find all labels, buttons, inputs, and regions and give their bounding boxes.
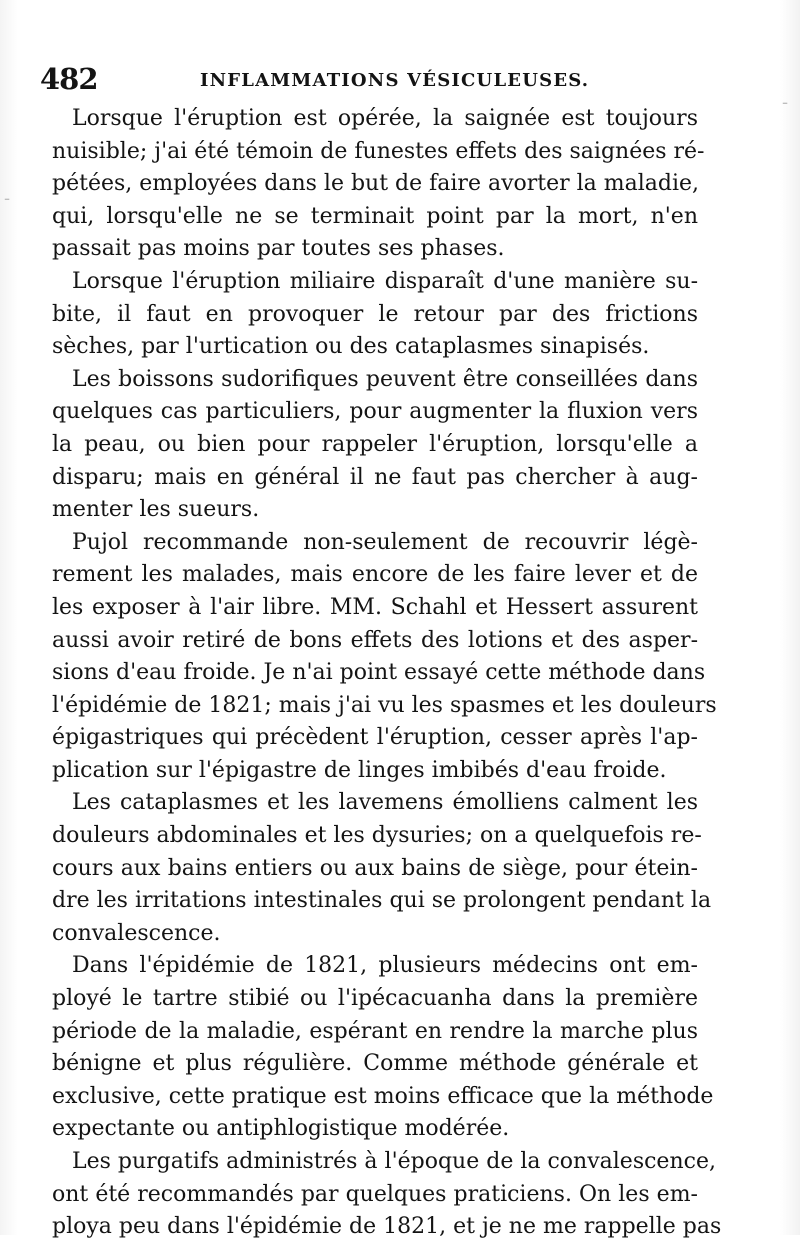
text-line: disparu; mais en général il ne faut pas chercher à aug- [52, 464, 698, 490]
text-line: menter les sueurs. [52, 497, 260, 523]
text-line: sèches, par l'urtication ou des cataplasmes sinapisés. [52, 334, 650, 360]
paragraph [52, 1146, 722, 1244]
text-line: l'épidémie de 1821; mais j'ai vu les spasmes et les douleurs [52, 692, 717, 718]
text-line: la peau, ou bien pour rappeler l'éruption, lorsqu'elle a [52, 431, 698, 457]
text-line: ploya peu dans l'épidémie de 1821, et je ne me rappelle pas [52, 1214, 722, 1240]
text-line: bite, il faut en provoquer le retour par des frictions [52, 301, 698, 327]
text-line: plication sur l'épigastre de linges imbibés d'eau froide. [52, 757, 667, 783]
paragraph [52, 527, 717, 788]
margin-mark-top-right: - [782, 92, 789, 113]
text-line: période de la maladie, espérant en rendre la marche plus [52, 1018, 698, 1044]
text-line: rement les malades, mais encore de les faire lever et de [52, 562, 698, 588]
text-line: dre les irritations intestinales qui se prolongent pendant la [52, 888, 712, 914]
paragraph [52, 103, 705, 266]
paragraph [52, 787, 712, 950]
paragraph [52, 950, 714, 1146]
text-line: Lorsque l'éruption miliaire disparaît d'une manière su- [72, 268, 698, 294]
text-line: Lorsque l'éruption est opérée, la saignée est toujours [72, 106, 698, 131]
running-title: INFLAMMATIONS VÉSICULEUSES. [200, 70, 590, 91]
text-line: ployé le tartre stibié ou l'ipécacuanha dans la première [52, 986, 698, 1012]
paragraph [52, 266, 698, 364]
text-line: qui, lorsqu'elle ne se terminait point par la mort, n'en [52, 203, 698, 229]
text-line: cours aux bains entiers ou aux bains de siège, pour étein- [52, 855, 698, 881]
text-line: aussi avoir retiré de bons effets des lotions et des asper- [52, 627, 698, 653]
text-line: exclusive, cette pratique est moins efficace que la méthode [52, 1083, 714, 1109]
text-line: Les purgatifs administrés à l'époque de la convalescence, [72, 1149, 716, 1174]
text-line: quelques cas particuliers, pour augmenter la fluxion vers [52, 399, 698, 425]
text-line: passait pas moins par toutes ses phases. [52, 236, 505, 262]
text-line: Pujol recommande non-seulement de recouvrir légè- [72, 529, 698, 555]
text-line: ont été recommandés par quelques praticiens. On les em- [52, 1181, 698, 1207]
text-line: Les boissons sudorifiques peuvent être conseillées dans [72, 366, 698, 392]
text-line: bénigne et plus régulière. Comme méthode générale et [52, 1051, 698, 1077]
text-line: épigastriques qui précèdent l'éruption, cesser après l'ap- [52, 725, 698, 751]
body-text [52, 103, 722, 1244]
text-line: Les cataplasmes et les lavemens émolliens calment les [72, 790, 698, 816]
text-line: nuisible; j'ai été témoin de funestes effets des saignées ré- [52, 138, 705, 164]
text-line: sions d'eau froide. Je n'ai point essayé cette méthode dans [52, 660, 706, 686]
text-line: Dans l'épidémie de 1821, plusieurs médecins ont em- [72, 953, 698, 979]
page-number: 482 [40, 62, 98, 96]
text-line: expectante ou antiphlogistique modérée. [52, 1116, 510, 1142]
text-line: convalescence. [52, 920, 221, 946]
running-header [40, 62, 760, 96]
text-line: pétées, employées dans le but de faire avorter la maladie, [52, 171, 700, 197]
text-line: les exposer à l'air libre. MM. Schahl et Hessert assurent [52, 594, 698, 620]
text-line: douleurs abdominales et les dysuries; on a quelquefois re- [52, 823, 702, 849]
margin-mark-left: - [4, 188, 11, 209]
paragraph [52, 364, 698, 527]
